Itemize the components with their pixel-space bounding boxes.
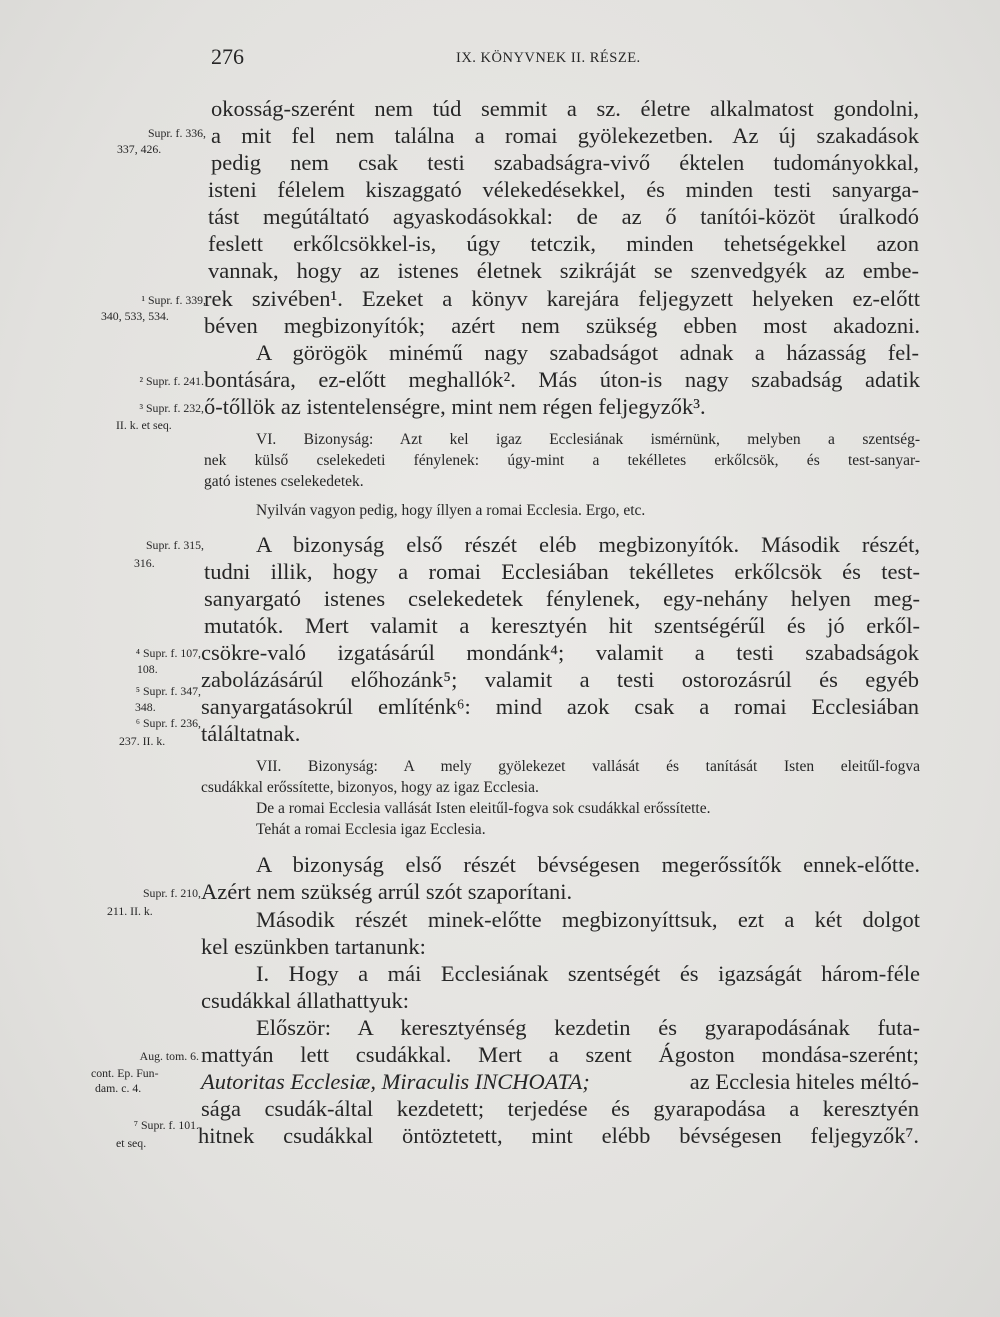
syllogism-line: csudákkal erőssítette, bizonyos, hogy az igaz Ecclesia. — [201, 779, 539, 796]
syllogism-line: Nyilván vagyon pedig, hogy íllyen a romai Ecclesia. Ergo, etc. — [256, 502, 646, 519]
margin-note: 211. II. k. — [107, 904, 153, 918]
text-line: táláltatnak. — [201, 721, 301, 746]
margin-note: ¹ Supr. f. 339, — [141, 293, 206, 307]
syllogism-line: VI. Bizonyság: Azt kel igaz Ecclesiának ismérnünk, melyben a szentség- — [256, 431, 920, 448]
augustine-quote: Autoritas Ecclesiæ, Miraculis INCHOATA; — [201, 1069, 590, 1094]
text-line: rek szivében¹. Ezeket a könyv karejára feljegyzett helyeken ez-előtt — [204, 286, 920, 311]
syllogism-line: De a romai Ecclesia vallását Isten eleitűl-fogva sok csudákkal erőssítette. — [256, 800, 711, 817]
running-head: IX. KÖNYVNEK II. RÉSZE. — [456, 50, 641, 66]
text-line: pedig nem csak testi szabadságra-vivő éktelen tudományokkal, — [211, 150, 919, 175]
syllogism-line: gató istenes cselekedetek. — [204, 473, 364, 490]
margin-note: Supr. f. 210, — [142, 886, 201, 900]
text-line: tudni illik, hogy a romai Ecclesiában tekélletes erkőlcsök és test- — [204, 559, 920, 584]
margin-note: ³ Supr. f. 232, — [139, 401, 204, 415]
margin-note: Supr. f. 336, — [147, 126, 206, 140]
page-number: 276 — [211, 44, 244, 69]
text-line: hitnek csudákkal öntöztetett, mint elébb bévségesen feljegyzők⁷. — [198, 1123, 919, 1148]
text-line: mattyán lett csudákkal. Mert a szent Ágoston mondása-szerént; — [201, 1042, 919, 1067]
text-line: béven megbizonyítók; azért nem szükség ebben most akadozni. — [204, 313, 920, 338]
margin-note: ⁷ Supr. f. 101. — [133, 1118, 199, 1132]
text-line: bontására, ez-előtt meghallók². Más úton-is nagy szabadság adatik — [204, 367, 920, 392]
text-line: I. Hogy a mái Ecclesiának szentségét és igazságát három-féle — [256, 961, 920, 986]
text-line: A görögök minémű nagy szabadságot adnak a házasság fel- — [256, 340, 919, 365]
text-line: zabolázásárúl előhozánk⁵; valamit a testi ostorozásrúl és egyéb — [201, 667, 919, 692]
text-line: Azért nem szükség arrúl szót szaporítani. — [201, 879, 573, 904]
syllogism-line: Tehát a romai Ecclesia igaz Ecclesia. — [256, 821, 486, 838]
margin-note: Supr. f. 315, — [145, 538, 204, 552]
text-line: okosság-szerént nem túd semmit a sz. életre alkalmatost gondolni, — [211, 96, 919, 121]
text-line: sága csudák-által kezdetett; terjedése és gyarapodása a keresztyén — [201, 1096, 919, 1121]
margin-note: 348. — [135, 700, 156, 714]
text-line: kel eszünkben tartanunk: — [201, 934, 426, 959]
text-line: sanyargató istenes cselekedetek fénylenek, egy-nehány helyen meg- — [204, 586, 920, 611]
text-line: csökre-való izgatásárúl mondánk⁴; valamit a testi szabadságok — [201, 640, 919, 665]
text-line-quote — [201, 1069, 919, 1095]
text-line: ő-tőllök az istentelenségre, mint nem régen feljegyzők³. — [204, 394, 706, 419]
margin-note: dam. c. 4. — [95, 1081, 142, 1095]
text-line: mutatók. Mert valamit a keresztyén hit szentségérűl és jó erkől- — [204, 613, 920, 638]
margin-note: 340, 533, 534. — [101, 309, 169, 323]
margin-note: ⁶ Supr. f. 236, — [135, 716, 201, 730]
text-line: a mit fel nem találna a romai gyölekezetben. Az új szakadások — [211, 123, 919, 148]
text-line: A bizonyság első részét bévségesen megerőssítők ennek-előtte. — [256, 852, 920, 877]
margin-note: 316. — [134, 556, 155, 570]
text-line: tást megútáltató agyaskodásokkal: de az ő tanítói-közöt úralkodó — [208, 204, 919, 229]
margin-note: ² Supr. f. 241. — [139, 374, 204, 388]
text-line: sanyargatásokrúl említénk⁶: mind azok csak a romai Ecclesiában — [201, 694, 919, 719]
margin-note: ⁴ Supr. f. 107, — [135, 646, 201, 660]
text-line: isteni félelem kiszaggató vélekedésekkel, és minden testi sanyarga- — [208, 177, 919, 202]
margin-note: 108. — [137, 662, 158, 676]
syllogism-line: nek külső cselekedeti fénylenek: úgy-mint a tekélletes erkőlcsök, és test-sanyar- — [204, 452, 920, 469]
margin-note: cont. Ep. Fun- — [91, 1066, 159, 1080]
text-line: csudákkal állathattyuk: — [201, 988, 410, 1013]
text-line: vannak, hogy az istenes életnek szikráját se szenvedgyék az embe- — [208, 258, 919, 283]
syllogism-line: VII. Bizonyság: A mely gyölekezet vallását és tanítását Isten eleitűl-fogva — [256, 758, 920, 775]
text-line: A bizonyság első részét eléb megbizonyítók. Második részét, — [256, 532, 920, 557]
text-line: Második részét minek-előtte megbizonyíttsuk, ezt a két dolgot — [256, 907, 920, 932]
margin-note: II. k. et seq. — [116, 418, 172, 432]
margin-note: Aug. tom. 6. — [139, 1049, 199, 1063]
text-line-tail: az Ecclesia hiteles méltó- — [689, 1069, 919, 1094]
margin-note: ⁵ Supr. f. 347, — [135, 684, 201, 698]
margin-note: 237. II. k. — [119, 734, 166, 748]
margin-note: 337, 426. — [117, 142, 162, 156]
margin-note: et seq. — [116, 1136, 147, 1150]
text-line: Először: A keresztyénség kezdetin és gyarapodásának futa- — [256, 1015, 920, 1040]
text-line: feslett erkőlcsökkel-is, úgy tetczik, minden tehetségekkel azon — [208, 231, 919, 256]
